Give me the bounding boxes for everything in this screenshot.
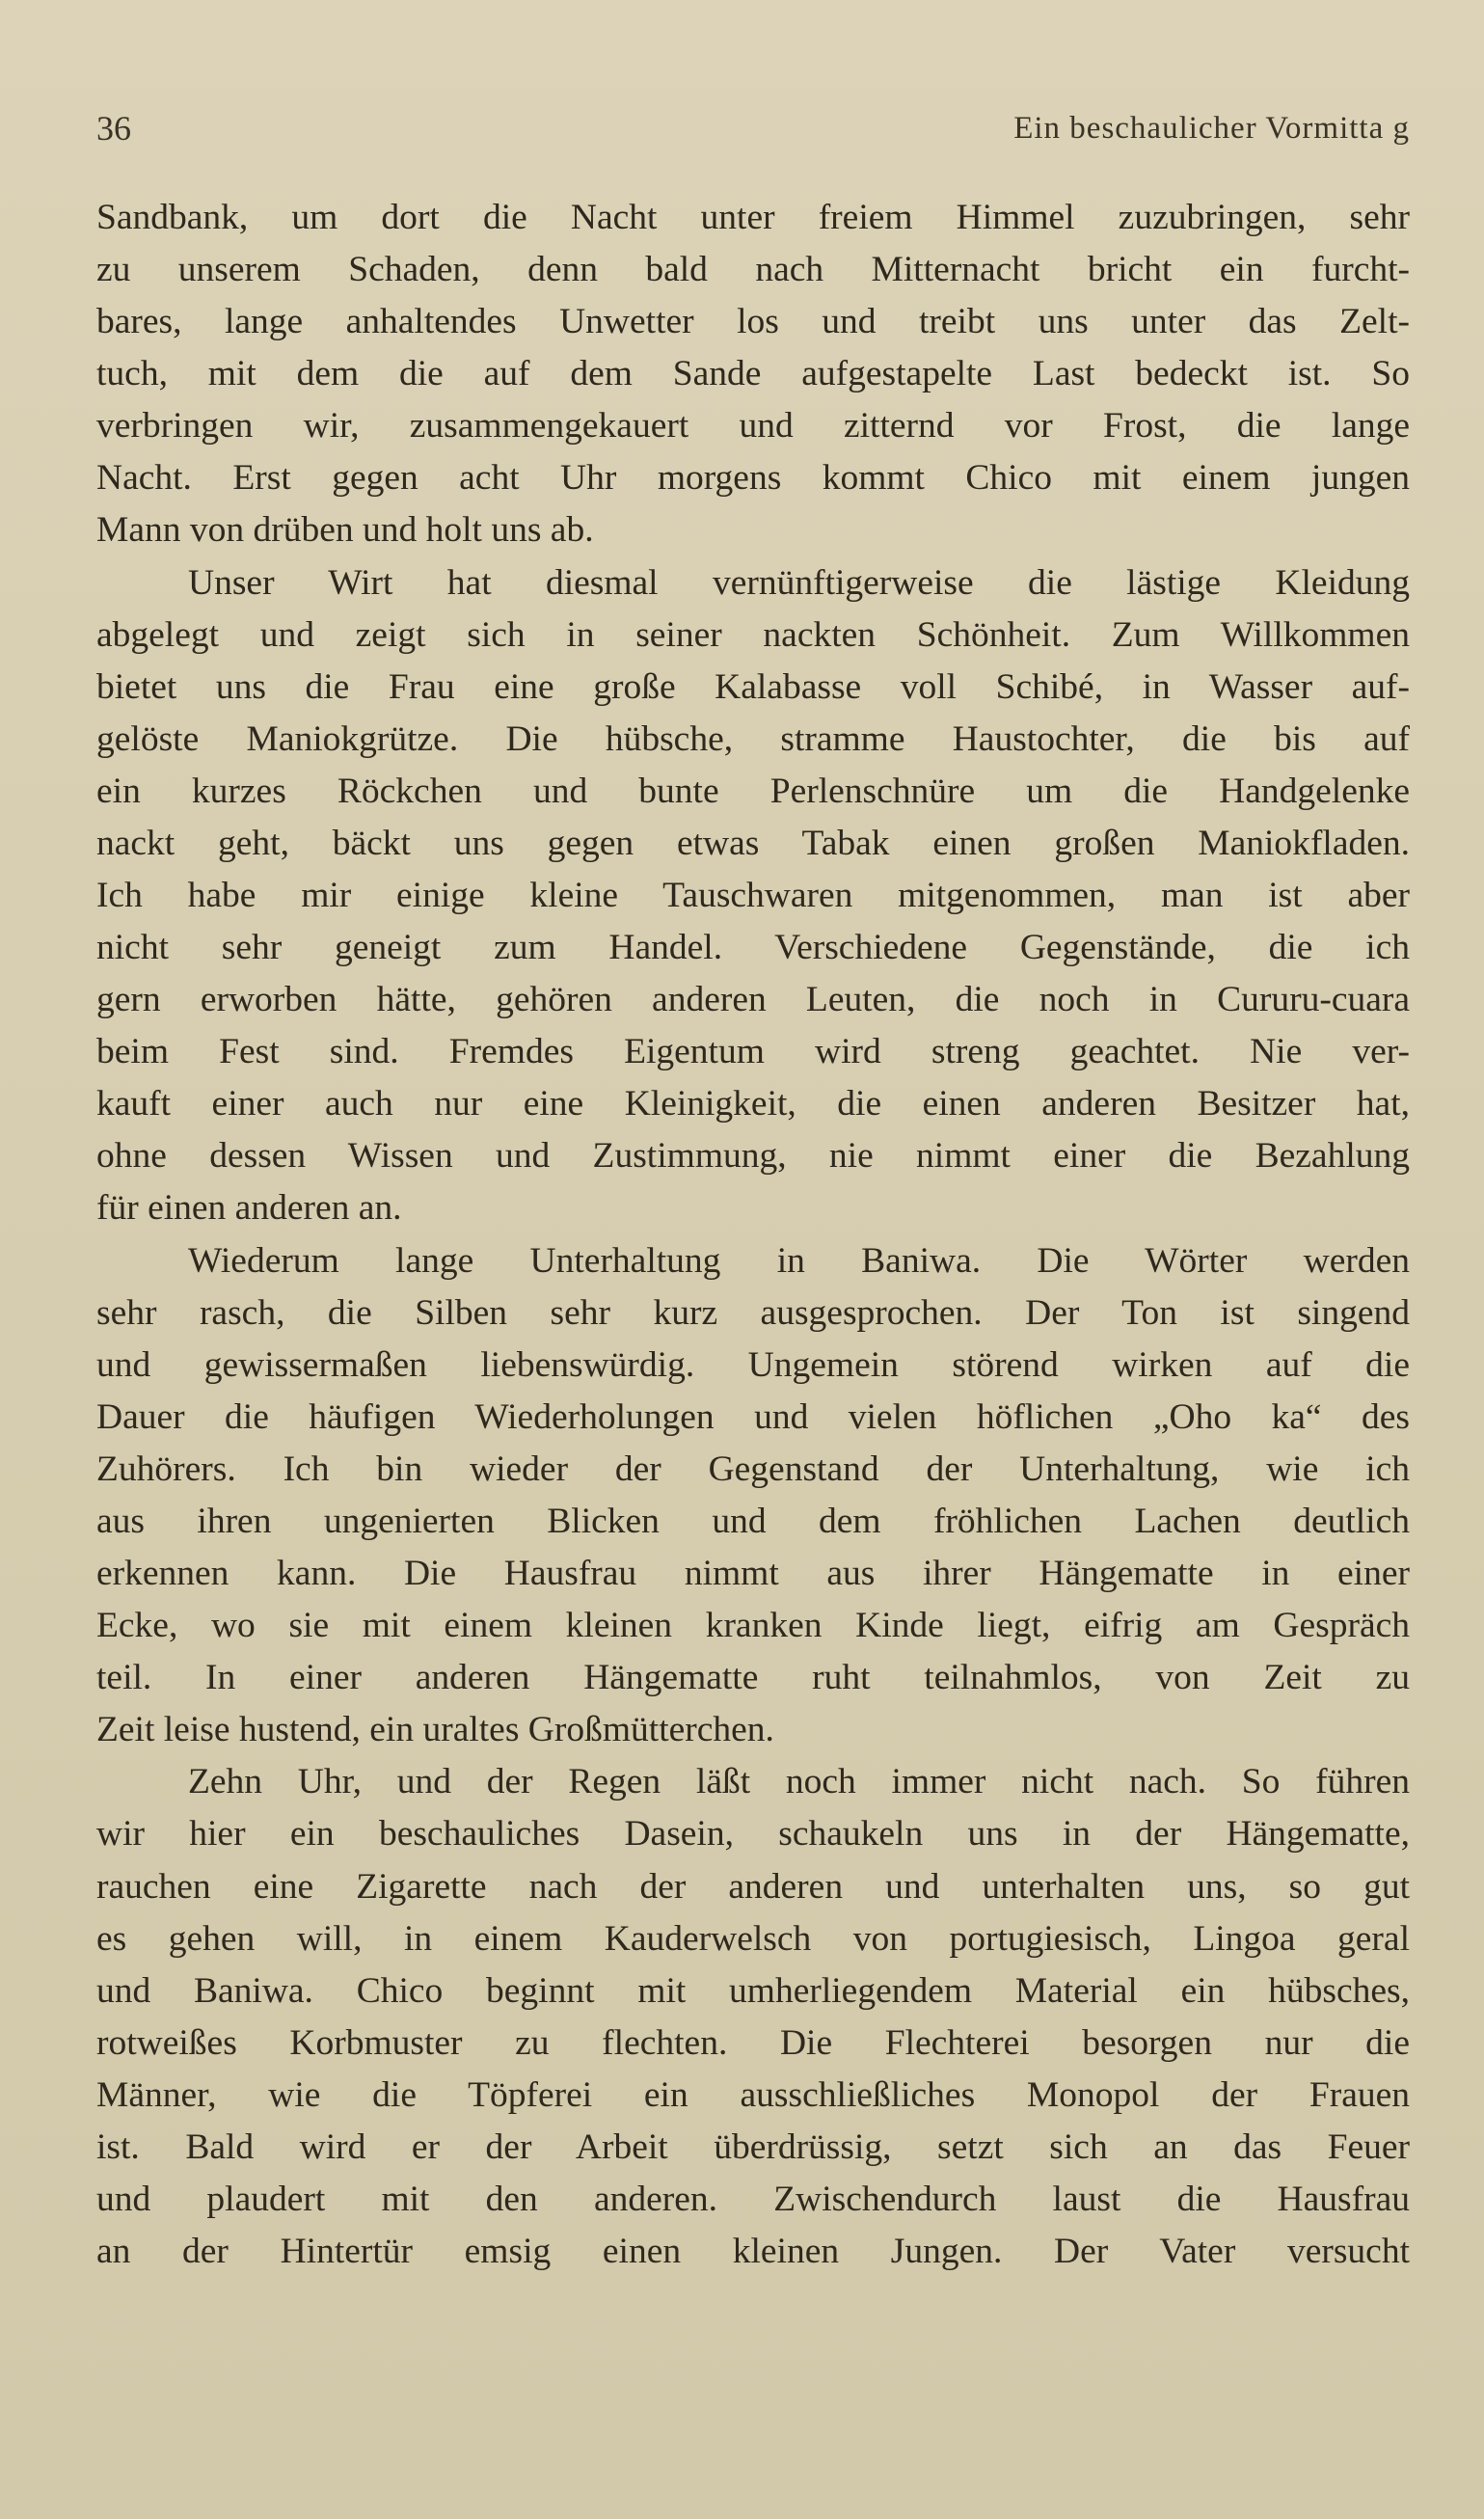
text-line: nackt geht, bäckt uns gegen etwas Tabak einen großen Maniokfladen. [96,823,1410,863]
text-line: und gewissermaßen liebenswürdig. Ungemein störend wirken auf die [96,1344,1410,1385]
text-line: Zuhörers. Ich bin wieder der Gegenstand der Unterhaltung, wie ich [96,1449,1410,1489]
paragraph-start-line: Unser Wirt hat diesmal vernünftigerweise die lästige Kleidung [188,562,1410,603]
text-line: gelöste Maniokgrütze. Die hübsche, stramme Haustochter, die bis auf [96,718,1410,759]
text-line: Sandbank, um dort die Nacht unter freiem Himmel zuzubringen, sehr [96,198,1410,237]
text-line: erkennen kann. Die Hausfrau nimmt aus ihrer Hängematte in einer [96,1554,1410,1594]
text-line: rotweißes Korbmuster zu flechten. Die Flechterei besorgen nur die [96,2022,1410,2063]
text-line: Männer, wie die Töpferei ein ausschließliches Monopol der Frauen [96,2074,1410,2115]
text-line: ist. Bald wird er der Arbeit überdrüssig, setzt sich an das Feuer [96,2126,1410,2167]
text-line: sehr rasch, die Silben sehr kurz ausgesprochen. Der Ton ist singend [96,1292,1410,1333]
text-line: rauchen eine Zigarette nach der anderen und unterhalten uns, so gut [96,1866,1410,1907]
text-line: Nacht. Erst gegen acht Uhr morgens kommt Chico mit einem jungen [96,458,1410,499]
text-line: nicht sehr geneigt zum Handel. Verschiedene Gegenstände, die ich [96,928,1410,968]
text-line: gern erworben hätte, gehören anderen Leuten, die noch in Cururu-cuara [96,980,1410,1020]
text-line: ein kurzes Röckchen und bunte Perlenschnüre um die Handgelenke [96,771,1410,811]
body-text [96,192,1410,2278]
text-line: tuch, mit dem die auf dem Sande aufgestapelte Last bedeckt ist. So [96,354,1410,394]
text-line: für einen anderen an. [96,1188,402,1229]
text-line: ohne dessen Wissen und Zustimmung, nie nimmt einer die Bezahlung [96,1136,1410,1177]
text-line: verbringen wir, zusammengekauert und zitternd vor Frost, die lange [96,406,1410,447]
text-line: und Baniwa. Chico beginnt mit umherliegendem Material ein hübsches, [96,1970,1410,2011]
text-line: Dauer die häufigen Wiederholungen und vielen höflichen „Oho ka“ des [96,1396,1410,1437]
running-title: Ein beschaulicher Vormitta g [1013,111,1410,146]
text-line: Ich habe mir einige kleine Tauschwaren mitgenommen, man ist aber [96,876,1410,916]
text-line: und plaudert mit den anderen. Zwischendurch laust die Hausfrau [96,2179,1410,2219]
text-line: bietet uns die Frau eine große Kalabasse voll Schibé, in Wasser auf- [96,666,1410,707]
text-line: kauft einer auch nur eine Kleinigkeit, die einen anderen Besitzer hat, [96,1084,1410,1124]
text-line: Mann von drüben und holt uns ab. [96,510,594,551]
text-line: es gehen will, in einem Kauderwelsch von portugiesisch, Lingoa geral [96,1918,1410,1959]
page-number: 36 [96,109,131,148]
text-line: wir hier ein beschauliches Dasein, schaukeln uns in der Hängematte, [96,1814,1410,1855]
text-line: bares, lange anhaltendes Unwetter los und treibt uns unter das Zelt- [96,302,1410,342]
text-line: Ecke, wo sie mit einem kleinen kranken Kinde liegt, eifrig am Gespräch [96,1606,1410,1646]
text-line: zu unserem Schaden, denn bald nach Mitternacht bricht ein furcht- [96,250,1410,290]
text-line: an der Hintertür emsig einen kleinen Jungen. Der Vater versucht [96,2232,1410,2272]
page-header [96,99,1410,157]
text-line: aus ihren ungenierten Blicken und dem fröhlichen Lachen deutlich [96,1501,1410,1541]
paragraph-start-line: Wiederum lange Unterhaltung in Baniwa. Die Wörter werden [188,1240,1410,1281]
text-line: teil. In einer anderen Hängematte ruht teilnahmlos, von Zeit zu [96,1658,1410,1698]
text-line: beim Fest sind. Fremdes Eigentum wird streng geachtet. Nie ver- [96,1032,1410,1072]
text-line: abgelegt und zeigt sich in seiner nackten Schönheit. Zum Willkommen [96,614,1410,655]
paragraph-start-line: Zehn Uhr, und der Regen läßt noch immer nicht nach. So führen [188,1762,1410,1802]
text-line: Zeit leise hustend, ein uraltes Großmütterchen. [96,1710,774,1750]
